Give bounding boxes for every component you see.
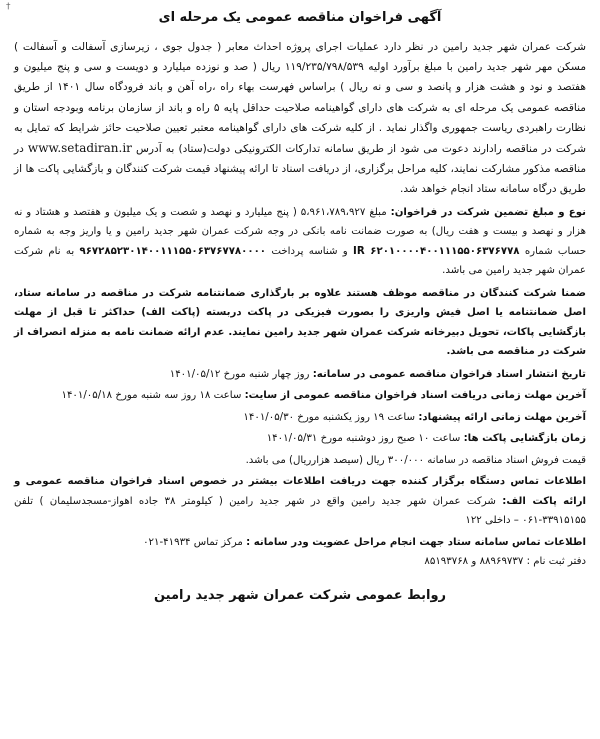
schedule-label: زمان بازگشایی پاکت ها:: [463, 433, 586, 445]
intro-text-continued: در مناقصه مذکور مشارکت نمایند، کلیه مراحل برگزاری، از دریافت اسناد تا ارائه پیشنهاد قیمت شرکت کنندگان و بازگشایی پاکت ها از طریق درگاه سامانه ستاد انجام خواهد شد.: [14, 143, 586, 196]
setad-contact: [14, 533, 586, 553]
guarantee-text-3: به نام شرکت عمران شهر جدید رامین می باشد.: [14, 245, 586, 277]
schedule-value: ساعت ۱۰ صبح روز دوشنبه مورخ ۱۴۰۱/۰۵/۳۱: [266, 433, 461, 445]
schedule-label: آخرین مهلت زمانی ارائه پیشنهاد:: [418, 411, 586, 423]
schedule-item: [14, 365, 586, 385]
registration-office: دفتر ثبت نام : ۸۸۹۶۹۷۳۷ و ۸۵۱۹۳۷۶۸: [424, 556, 586, 568]
guarantee-text-2: و شناسه پرداخت: [271, 245, 348, 257]
setad-link[interactable]: www.setadiran.ir: [27, 141, 132, 156]
iban-number: IR ۶۲۰۱۰۰۰۰۴۰۰۱۱۱۵۵۰۶۳۷۶۷۷۸: [353, 245, 520, 257]
schedule-list: [14, 365, 586, 449]
setad-label: اطلاعات تماس سامانه ستاد جهت انجام مراحل عضویت ودر سامانه :: [246, 536, 586, 548]
contact-info: [14, 472, 586, 531]
guarantee-label: نوع و مبلغ تضمین شرکت در فراخوان:: [390, 206, 586, 218]
intro-text: شرکت عمران شهر جدید رامین در نظر دارد عملیات اجرای پروژه احداث معابر ( جدول جوی ، زیرسازی آسفالت و آسفالت ) مسکن مهر شهر جدید رامین با مبلغ برآورد اولیه ۱۱۹/۲۳۵/۷۹۸/۵۳۹ ریال ( صد و نوزده میلیارد و دویست و سی و پنج میلیون و هفتصد و نود و هشت هزار و پانصد و سی و نه ریال ) براساس فهرست بهاء راه ،راه آهن و باند فرودگاه سال ۱۴۰۱ از طریق مناقصه عمومی یک مرحله ای به شرکت های دارای گواهینامه صلاحیت حداقل پایه ۵ راه و باند از سازمان برنامه وبودجه استان و نظارت راهبردی ریاست جمهوری واگذار نماید . از کلیه شرکت های دارای گواهینامه معتبر تعیین صلاحیت حائز شرایط که تمایل به شرکت در مناقصه رادارند دعوت می شود از طریق سامانه تدارکات الکترونیکی دولت(ستاد) به آدرس: [14, 41, 587, 156]
signature-public-relations: روابط عمومی شرکت عمران شهر جدید رامین: [153, 587, 447, 603]
guarantee-text: مبلغ ۵،۹۶۱،۷۸۹،۹۲۷ ( پنج میلیارد و نهصد و شصت و یک میلیون و هفتصد و هشتاد و نه هزار و نهصد و بیست و هفت ریال) به صورت ضمانت نامه بانکی در وجه شرکت عمران شهر جدید رامین و یا واریز وجه به شماره حساب شماره: [14, 206, 586, 257]
payment-id: ۹۶۷۲۸۵۲۳۰۱۴۰۰۱۱۱۵۵۰۶۳۷۶۷۷۸۰۰۰۰: [79, 245, 267, 257]
schedule-item: [14, 429, 586, 449]
intro-paragraph: [14, 37, 586, 200]
schedule-label: تاریخ انتشار اسناد فراخوان مناقصه عمومی در سامانه:: [312, 368, 586, 380]
contact-heading: اطلاعات تماس دستگاه برگزار کننده جهت دریافت اطلاعات بیشتر در خصوص اسناد فراخوان مناقصه عمومی و ارائه: [14, 476, 587, 507]
guarantee-note: ضمنا شرکت کنندگان در مناقصه موظف هستند علاوه بر بارگذاری ضمانتنامه شرکت در مناقصه در سامانه ستاد، اصل ضمانتنامه یا اصل فیش واریزی را بصورت فیزیکی در پاکت دربسته (پاکت الف) حداکثر تا قبل از مهلت بازگشایی پاکات، تحویل دبیرخانه شرکت عمران شهر جدید رامین نمایند. عدم ارائه ضمانت نامه به منزله انصراف از شرکت در مناقصه می باشد.: [14, 287, 586, 358]
corner-mark: †: [6, 2, 11, 12]
contact-label: پاکت الف:: [502, 495, 557, 507]
guarantee-paragraph: [14, 203, 586, 281]
contact-text: شرکت عمران شهر جدید رامین واقع در شهر جدید رامین ( کیلومتر ۳۸ جاده اهواز-مسجدسلیمان ) تلفن ۳۳۹۱۵۱۵۵-۰۶۱ – داخلی ۱۲۲: [14, 495, 586, 527]
schedule-item: [14, 408, 586, 428]
page-title: آگهی فراخوان مناقصه عمومی یک مرحله ای: [158, 10, 442, 25]
schedule-value: ساعت ۱۸ روز سه شنبه مورخ ۱۴۰۱/۰۵/۱۸: [61, 390, 242, 402]
schedule-value: ساعت ۱۹ روز یکشنبه مورخ ۱۴۰۱/۰۵/۳۰: [243, 411, 416, 423]
schedule-label: آخرین مهلت زمانی دریافت اسناد فراخوان مناقصه عمومی از سایت:: [244, 390, 586, 402]
document-price: قیمت فروش اسناد مناقصه در سامانه ۳۰۰/۰۰۰ ریال (سیصد هزارریال) می باشد.: [245, 454, 586, 466]
schedule-item: [14, 386, 586, 406]
schedule-value: روز چهار شنبه مورخ ۱۴۰۱/۰۵/۱۲: [169, 368, 310, 380]
setad-call-center: مرکز تماس ۴۱۹۳۴-۰۲۱: [143, 536, 243, 548]
